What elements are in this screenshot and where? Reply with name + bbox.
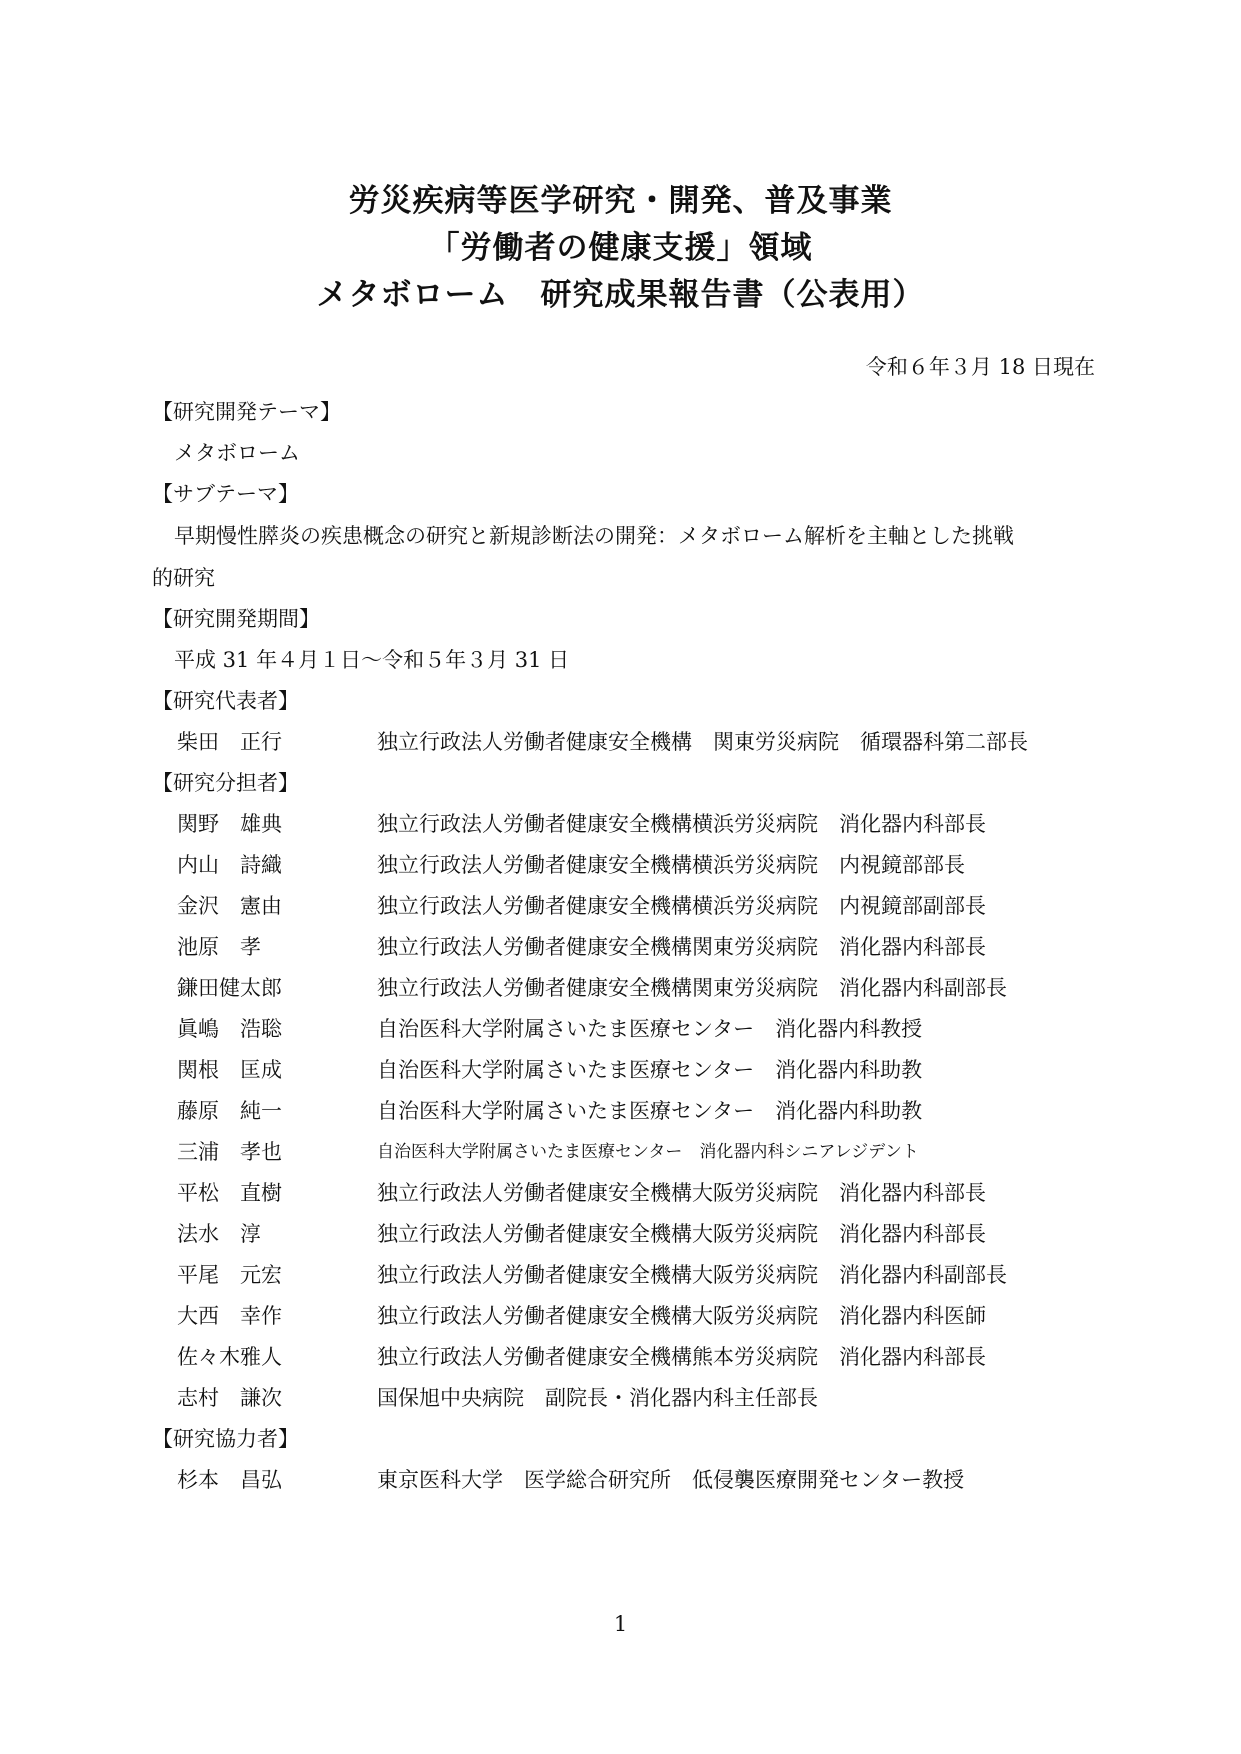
person-affiliation: 自治医科大学附属さいたま医療センター 消化器内科助教 bbox=[377, 1058, 923, 1082]
person-affiliation: 独立行政法人労働者健康安全機構大阪労災病院 消化器内科副部長 bbox=[377, 1263, 1007, 1287]
person-name: 三浦 孝也 bbox=[177, 1140, 282, 1164]
person-name: 平松 直樹 bbox=[177, 1181, 282, 1205]
period-value: 平成 31 年４月１日～令和５年３月 31 日 bbox=[174, 648, 570, 672]
person-row bbox=[152, 1214, 1052, 1255]
person-affiliation: 独立行政法人労働者健康安全機構関東労災病院 消化器内科副部長 bbox=[377, 976, 1007, 1000]
person-name: 平尾 元宏 bbox=[177, 1263, 282, 1287]
collaborators-list bbox=[152, 1460, 1052, 1501]
person-row bbox=[152, 1009, 1052, 1050]
person-name: 眞嶋 浩聡 bbox=[177, 1017, 282, 1041]
theme-heading: 【研究開発テーマ】 bbox=[152, 400, 341, 424]
person-affiliation: 独立行政法人労働者健康安全機構 関東労災病院 循環器科第二部長 bbox=[377, 730, 1028, 754]
subtheme-heading: 【サブテーマ】 bbox=[152, 482, 299, 506]
person-row bbox=[152, 1460, 1052, 1501]
person-name: 鎌田健太郎 bbox=[177, 976, 282, 1000]
person-row bbox=[152, 1091, 1052, 1132]
person-affiliation: 独立行政法人労働者健康安全機構大阪労災病院 消化器内科医師 bbox=[377, 1304, 986, 1328]
person-row bbox=[152, 845, 1052, 886]
person-name: 関根 匡成 bbox=[177, 1058, 282, 1082]
person-row bbox=[152, 1050, 1052, 1091]
person-affiliation: 独立行政法人労働者健康安全機構関東労災病院 消化器内科部長 bbox=[377, 935, 986, 959]
report-date: 令和６年３月 18 日現在 bbox=[865, 355, 1095, 379]
person-affiliation: 東京医科大学 医学総合研究所 低侵襲医療開発センター教授 bbox=[377, 1468, 965, 1492]
person-affiliation: 自治医科大学附属さいたま医療センター 消化器内科シニアレジデント bbox=[377, 1142, 919, 1162]
person-affiliation: 自治医科大学附属さいたま医療センター 消化器内科教授 bbox=[377, 1017, 923, 1041]
title-line-3: メタボローム 研究成果報告書（公表用） bbox=[316, 277, 925, 313]
sharers-heading: 【研究分担者】 bbox=[152, 771, 299, 795]
person-affiliation: 独立行政法人労働者健康安全機構横浜労災病院 内視鏡部副部長 bbox=[377, 894, 986, 918]
page-number: 1 bbox=[613, 1612, 628, 1636]
person-name: 志村 謙次 bbox=[177, 1386, 282, 1410]
person-name: 佐々木雅人 bbox=[177, 1345, 282, 1369]
person-row bbox=[152, 1255, 1052, 1296]
person-name: 池原 孝 bbox=[177, 935, 261, 959]
person-name: 大西 幸作 bbox=[177, 1304, 282, 1328]
subtheme-value: 早期慢性膵炎の疾患概念の研究と新規診断法の開発：メタボローム解析を主軸とした挑戦的研究 bbox=[152, 524, 1014, 590]
person-row bbox=[152, 968, 1052, 1009]
title-line-1: 労災疾病等医学研究・開発、普及事業 bbox=[348, 183, 893, 219]
person-row bbox=[152, 1378, 1052, 1419]
person-affiliation: 独立行政法人労働者健康安全機構大阪労災病院 消化器内科部長 bbox=[377, 1181, 986, 1205]
representative-heading: 【研究代表者】 bbox=[152, 689, 299, 713]
person-name: 金沢 憲由 bbox=[177, 894, 282, 918]
representative-list bbox=[152, 722, 1052, 763]
person-affiliation: 国保旭中央病院 副院長・消化器内科主任部長 bbox=[377, 1386, 818, 1410]
person-affiliation: 独立行政法人労働者健康安全機構横浜労災病院 消化器内科部長 bbox=[377, 812, 986, 836]
person-row bbox=[152, 804, 1052, 845]
person-row bbox=[152, 1132, 1052, 1173]
person-row bbox=[152, 927, 1052, 968]
person-name: 法水 淳 bbox=[177, 1222, 261, 1246]
document-title bbox=[0, 178, 1241, 319]
person-name: 内山 詩織 bbox=[177, 853, 282, 877]
person-name: 杉本 昌弘 bbox=[177, 1468, 282, 1492]
person-name: 柴田 正行 bbox=[177, 730, 282, 754]
person-row bbox=[152, 1173, 1052, 1214]
person-row bbox=[152, 1296, 1052, 1337]
title-line-2: 「労働者の健康支援」領域 bbox=[428, 230, 813, 266]
person-affiliation: 独立行政法人労働者健康安全機構横浜労災病院 内視鏡部部長 bbox=[377, 853, 965, 877]
theme-value: メタボローム bbox=[174, 441, 300, 465]
person-row bbox=[152, 722, 1052, 763]
person-name: 関野 雄典 bbox=[177, 812, 282, 836]
sharers-list bbox=[152, 804, 1052, 1419]
report-body bbox=[152, 392, 1052, 1501]
person-affiliation: 独立行政法人労働者健康安全機構大阪労災病院 消化器内科部長 bbox=[377, 1222, 986, 1246]
collaborators-heading: 【研究協力者】 bbox=[152, 1427, 299, 1451]
period-heading: 【研究開発期間】 bbox=[152, 607, 320, 631]
person-name: 藤原 純一 bbox=[177, 1099, 282, 1123]
person-affiliation: 自治医科大学附属さいたま医療センター 消化器内科助教 bbox=[377, 1099, 923, 1123]
person-row bbox=[152, 1337, 1052, 1378]
person-affiliation: 独立行政法人労働者健康安全機構熊本労災病院 消化器内科部長 bbox=[377, 1345, 986, 1369]
person-row bbox=[152, 886, 1052, 927]
